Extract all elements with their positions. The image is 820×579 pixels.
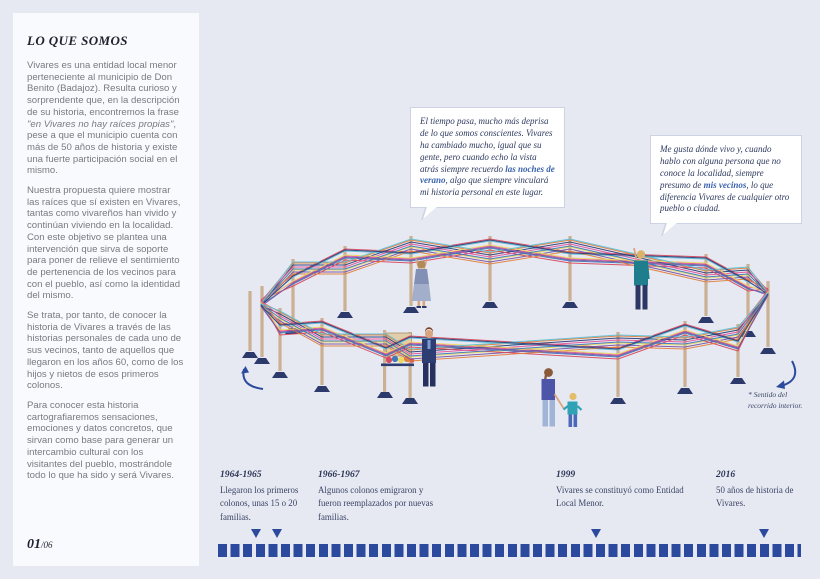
testimonial-bubble-neighbours: Me gusta dónde vivo y, cuando hablo con alguna persona que no conoce la localidad, siempre presumo de mis vecinos, lo que diferencia Vivares de cualquier otro pueblo o ciudad. xyxy=(650,135,802,224)
timeline-marker-icon xyxy=(591,529,601,538)
timeline-description: Llegaron los primeros colonos, unas 15 o 20 familias. xyxy=(220,485,299,522)
timeline-year: 1966-1967 xyxy=(318,469,360,480)
timeline-year: 1964-1965 xyxy=(220,469,262,480)
yarn-strings xyxy=(261,239,768,361)
highlight-noches-de-verano: las noches de verano xyxy=(420,163,555,186)
route-arrow-right xyxy=(776,361,795,389)
timeline-marker-icon xyxy=(759,529,769,538)
timeline-marker-icon xyxy=(272,529,282,538)
timeline-description: 50 años de historia de Vivares. xyxy=(716,485,794,509)
highlight-mis-vecinos: mis vecinos xyxy=(703,179,747,190)
timeline-year: 2016 xyxy=(716,469,736,480)
timeline-marker-icon xyxy=(251,529,261,538)
figure-mother-child xyxy=(542,368,582,429)
timeline-entry-1999 xyxy=(556,469,698,511)
sidebar-paragraph: Nuestra propuesta quiere mostrar las raíces que sí existen en Vivares, tantas como vivareños han vivido y continúan viviendo en la localidad. Con este objetivo se plantea una intervención que sirva de soporte para poner de relieve el sentimiento de pertenencia de los vecinos para con el pueblo, así como la identidad del mismo. xyxy=(27,185,181,302)
timeline-bar xyxy=(218,544,801,557)
route-direction-note: * Sentido del recorrido interior. xyxy=(748,390,803,411)
route-arrow-left xyxy=(241,366,263,389)
page-title: LO QUE SOMOS xyxy=(27,33,128,48)
timeline-year: 1999 xyxy=(556,469,576,480)
sidebar-paragraph: Se trata, por tanto, de conocer la historia de Vivares a través de las historias personales de cada uno de sus vecinos, tanto de aquellos que llegaron en los años 60, como de los hijos y nietos de esos primeros colonos. xyxy=(27,310,184,392)
page-number: 01/06 xyxy=(27,537,53,552)
timeline-description: Vivares se constituyó como Entidad Local Menor. xyxy=(556,485,684,509)
sidebar-paragraph: Vivares es una entidad local menor perteneciente al municipio de Don Benito (Badajoz). Resulta curioso y sorprendente que, en la descripción de su historia, encontremos la frase "en Vivares no hay raíces propias", pese a que el municipio cuenta con más de 50 años de historia y existe una fuerte participación social en el mismo. xyxy=(27,60,180,177)
timeline-description: Algunos colonos emigraron y fueron reemplazados por nuevas familias. xyxy=(318,485,434,522)
timeline-entry-1966 xyxy=(318,469,448,524)
timeline-entry-2016 xyxy=(716,469,818,511)
testimonial-bubble-summer-nights: El tiempo pasa, mucho más deprisa de lo que somos conscientes. Vivares ha cambiado mucho, igual que su gente, pero cuando echo la vista atrás siempre recuerdo las noches de verano, algo que siempre vinculará mi historia personal en este lugar. xyxy=(410,107,565,208)
sidebar-paragraph: Para conocer esta historia cartografiaremos sensaciones, emociones y datos concretos, que sirvan como base para generar un intercambio cultural con los visitantes del pueblo, mostrándole todo lo que ha sido y será Vivares. xyxy=(27,399,175,482)
figure-woman-hanging xyxy=(412,259,431,308)
timeline-entry-1964 xyxy=(220,469,316,524)
